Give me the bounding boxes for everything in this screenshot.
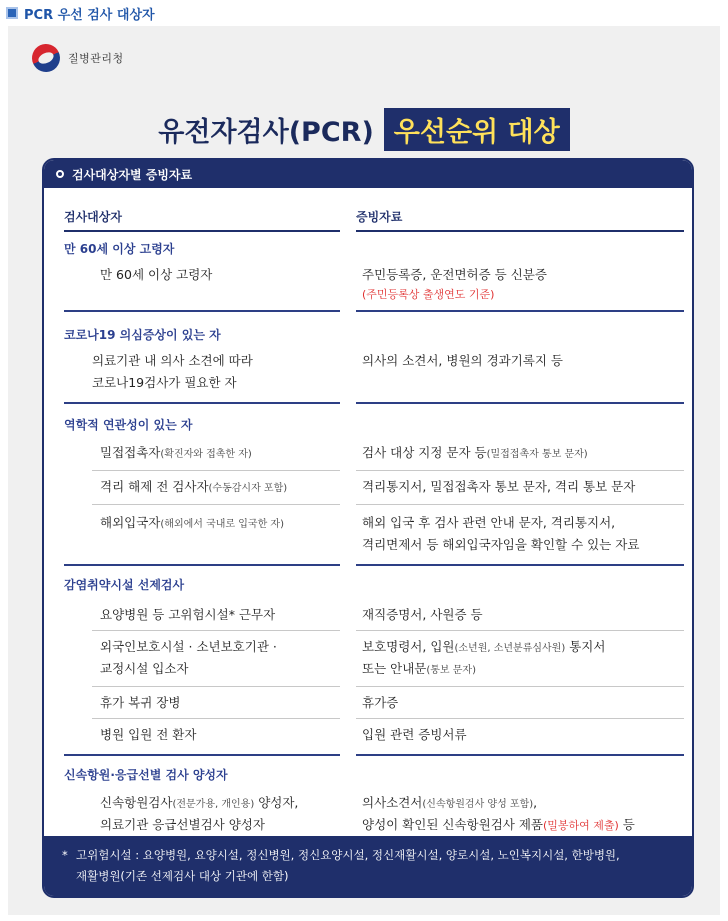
- main-title: [8, 108, 720, 151]
- rapid-evidence-a: 의사소견서: [362, 795, 423, 810]
- close-contact-evidence-note: (밀접접촉자 통보 문자): [486, 449, 588, 460]
- row-divider: [356, 686, 684, 687]
- section-title-rapid-positive: 신속항원·응급선별 검사 양성자: [64, 768, 228, 782]
- row-divider: [92, 630, 340, 631]
- square-bullet-icon: [6, 7, 18, 19]
- row-divider: [92, 504, 340, 505]
- card-tab-label: 검사대상자별 증빙자료: [72, 167, 193, 182]
- cell-left-pre-admission: 병원 입원 전 환자: [100, 727, 197, 742]
- footnote-box: [44, 836, 692, 898]
- section-title-epidemiological: 역학적 연관성이 있는 자: [64, 418, 193, 432]
- facility-evidence-a: 보호명령서, 입원: [362, 639, 455, 654]
- page-title: PCR 우선 검사 대상자: [24, 7, 155, 23]
- quarantine-release-note: (수동감시자 포함): [208, 483, 288, 494]
- title-plain: 유전자검사(PCR): [158, 117, 374, 148]
- column-divider-right: [356, 230, 684, 232]
- section-divider: [64, 564, 340, 566]
- rapid-test-label: 신속항원검사: [100, 795, 173, 810]
- section-title-elderly: 만 60세 이상 고령자: [64, 242, 175, 256]
- cell-left-overseas-arrival: [100, 512, 342, 536]
- cell-right-pre-admission: 입원 관련 증빙서류: [362, 727, 467, 742]
- row-divider: [92, 686, 340, 687]
- section-divider: [356, 402, 684, 404]
- footnote-text1: 고위험시설 : 요양병원, 요양시설, 정신병원, 정신요양시설, 정신재활시설, 양로시설, 노인복지시설, 한방병원,: [76, 848, 620, 862]
- cell-left-symptoms-line2: 코로나19검사가 필요한 자: [92, 375, 237, 390]
- taegeuk-logo-icon: [27, 39, 64, 76]
- close-contact-label: 밀접접촉자: [100, 445, 161, 460]
- cell-right-elderly-note: (주민등록상 출생연도 기준): [362, 288, 495, 301]
- cell-left-elderly: 만 60세 이상 고령자: [100, 267, 213, 282]
- cell-left-rapid-line1: [100, 792, 346, 816]
- facility-evidence-b: 통지서: [565, 639, 606, 654]
- poster-image: [8, 26, 720, 915]
- facility-evidence-c: 또는 안내문: [362, 661, 427, 676]
- agency-name: 질병관리청: [68, 52, 124, 65]
- section-divider: [356, 310, 684, 312]
- column-header-target: 검사대상자: [64, 210, 122, 224]
- row-divider: [356, 504, 684, 505]
- section-title-symptoms: 코로나19 의심증상이 있는 자: [64, 328, 221, 342]
- row-divider: [92, 718, 340, 719]
- column-header-evidence: 증빙자료: [356, 210, 403, 224]
- rapid-evidence-tail: 등: [618, 817, 635, 832]
- title-highlight: 우선순위 대상: [384, 108, 570, 151]
- cell-right-quarantine-release: 격리통지서, 밀접접촉자 통보 문자, 격리 통보 문자: [362, 479, 636, 494]
- cell-left-facility-resident-line2: 교정시설 입소자: [100, 661, 189, 676]
- rapid-test-label-tail: 양성자,: [254, 795, 299, 810]
- evidence-card: [42, 158, 694, 898]
- footnote-line2: 재활병원(기존 선제검사 대상 기관에 한함): [76, 869, 289, 883]
- quarantine-release-label: 격리 해제 전 검사자: [100, 479, 209, 494]
- card-tab: [44, 160, 692, 188]
- cell-right-facility-resident-line2: [362, 658, 692, 682]
- cell-left-quarantine-release: [100, 476, 342, 500]
- column-divider-left: [64, 230, 340, 232]
- cell-right-rapid-line2: [362, 814, 692, 837]
- cell-left-returning-soldier: 휴가 복귀 장병: [100, 695, 181, 710]
- close-contact-note: (확진자와 접촉한 자): [160, 449, 252, 460]
- cell-right-overseas-line1: 해외 입국 후 검사 관련 안내 문자, 격리통지서,: [362, 515, 616, 530]
- cell-left-high-risk-worker: 요양병원 등 고위험시설* 근무자: [100, 607, 276, 622]
- cell-left-rapid-line2: 의료기관 응급선별검사 양성자: [100, 817, 265, 832]
- agency-logo: [32, 44, 124, 72]
- section-divider: [64, 310, 340, 312]
- cell-right-high-risk-worker: 재직증명서, 사원증 등: [362, 607, 483, 622]
- cell-left-facility-resident-line1: 외국인보호시설 · 소년보호기관 ·: [100, 639, 277, 654]
- cell-left-symptoms-line1: 의료기관 내 의사 소견에 따라: [92, 353, 253, 368]
- page-header: [6, 4, 155, 22]
- rapid-test-note: (전문가용, 개인용): [172, 799, 255, 810]
- row-divider: [356, 630, 684, 631]
- cell-right-returning-soldier: 휴가증: [362, 695, 399, 710]
- facility-evidence-c-note: (통보 문자): [426, 665, 476, 676]
- rapid-evidence-b: 양성이 확인된 신속항원검사 제품: [362, 817, 543, 832]
- overseas-arrival-note: (해외에서 국내로 입국한 자): [160, 519, 284, 530]
- cell-right-close-contact: [362, 442, 692, 466]
- section-divider: [64, 754, 340, 756]
- overseas-arrival-label: 해외입국자: [100, 515, 161, 530]
- facility-evidence-note: (소년원, 소년분류심사원): [454, 643, 566, 654]
- cell-right-facility-resident-line1: [362, 636, 692, 660]
- footnote-line1: [62, 845, 676, 866]
- footnote-star: *: [62, 848, 68, 862]
- rapid-evidence-comma: ,: [533, 795, 538, 810]
- section-divider: [64, 402, 340, 404]
- cell-right-elderly: 주민등록증, 운전면허증 등 신분증: [362, 267, 547, 282]
- cell-left-close-contact: [100, 442, 342, 466]
- cell-right-rapid-line1: [362, 792, 692, 816]
- row-divider: [92, 470, 340, 471]
- rapid-evidence-red-note: (밀봉하여 제출): [542, 819, 619, 832]
- cell-right-symptoms: 의사의 소견서, 병원의 경과기록지 등: [362, 353, 563, 368]
- circle-bullet-icon: [56, 170, 64, 178]
- row-divider: [356, 718, 684, 719]
- close-contact-evidence: 검사 대상 지정 문자 등: [362, 445, 487, 460]
- section-divider: [356, 564, 684, 566]
- row-divider: [356, 470, 684, 471]
- section-title-vulnerable-facilities: 감염취약시설 선제검사: [64, 578, 185, 592]
- rapid-evidence-note: (신속항원검사 양성 포함): [422, 799, 534, 810]
- cell-right-overseas-line2: 격리면제서 등 해외입국자임을 확인할 수 있는 자료: [362, 537, 640, 552]
- section-divider: [356, 754, 684, 756]
